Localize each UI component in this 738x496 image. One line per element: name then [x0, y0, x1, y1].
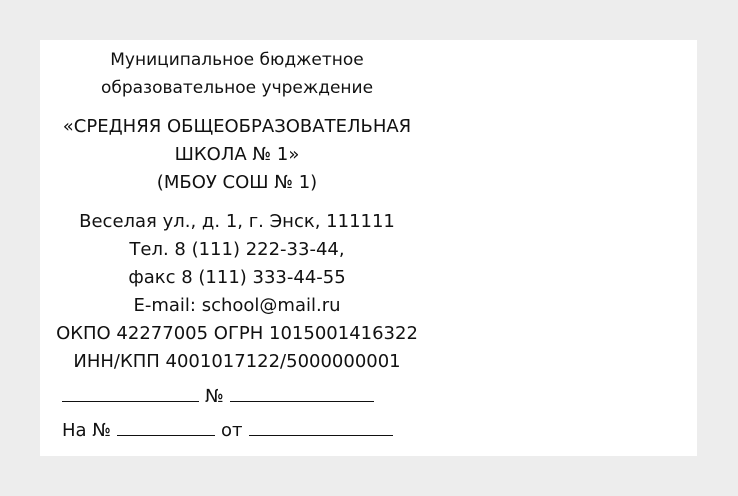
address-line: Веселая ул., д. 1, г. Энск, 111111: [79, 211, 395, 232]
email-line: E-mail: school@mail.ru: [133, 295, 341, 316]
school-name-line-1: «СРЕДНЯЯ ОБЩЕОБРАЗОВАТЕЛЬНАЯ: [62, 116, 412, 137]
outgoing-number-blank[interactable]: [230, 387, 374, 402]
school-name-line-2: ШКОЛА № 1»: [174, 144, 300, 165]
contact-details: [52, 208, 422, 376]
reference-row: [62, 420, 393, 442]
reference-prefix: На №: [62, 420, 112, 441]
inn-kpp-line: ИНН/КПП 4001017122/5000000001: [73, 351, 401, 372]
letterhead-sheet: [40, 40, 697, 456]
organization-type: [52, 46, 422, 102]
number-label: №: [205, 386, 224, 407]
outgoing-number-row: [62, 386, 374, 408]
fax-line: факс 8 (111) 333-44-55: [128, 267, 346, 288]
org-type-line-1: Муниципальное бюджетное: [110, 50, 364, 70]
school-name: [52, 113, 422, 197]
org-type-line-2: образовательное учреждение: [100, 78, 374, 98]
okpo-ogrn-line: ОКПО 42277005 ОГРН 1015001416322: [56, 323, 418, 344]
school-short-name: (МБОУ СОШ № 1): [156, 172, 318, 193]
reference-from-label: от: [221, 420, 243, 441]
reference-number-blank[interactable]: [117, 421, 215, 436]
phone-line: Тел. 8 (111) 222-33-44,: [129, 239, 345, 260]
outgoing-date-blank[interactable]: [62, 387, 199, 402]
reference-date-blank[interactable]: [249, 421, 393, 436]
